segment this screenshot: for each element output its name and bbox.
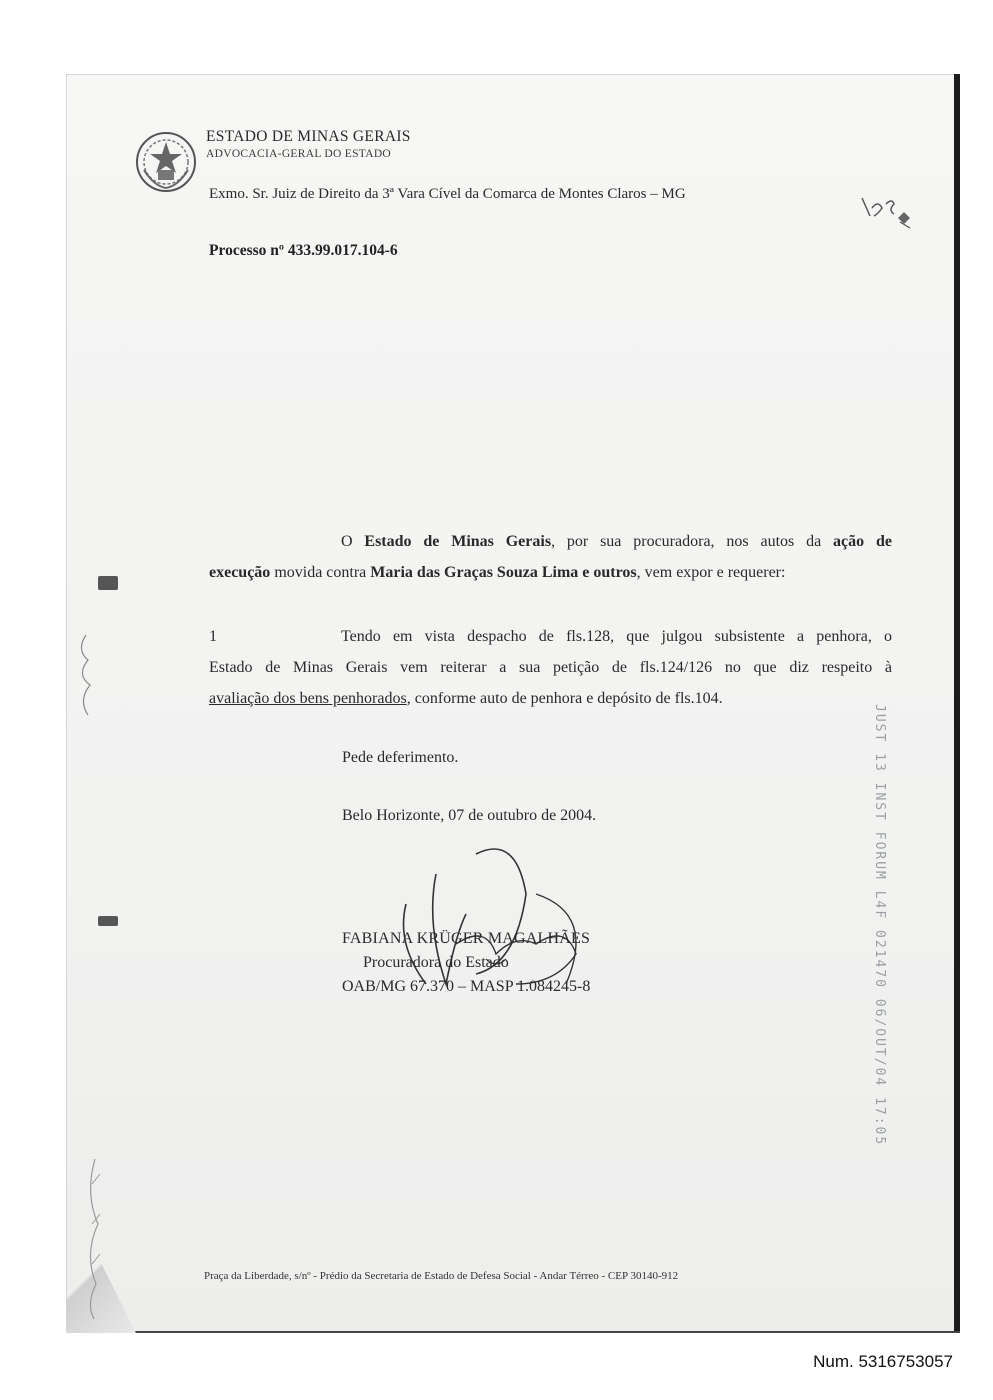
paragraph-item-line1 bbox=[209, 621, 892, 652]
footer-address: Praça da Liberdade, s/nº - Prédio da Secretaria de Estado de Defesa Social - Andar Térreo - CEP 30140-912 bbox=[204, 1270, 679, 1282]
text-fragment: , conforme auto de penhora e depósito de fls.104. bbox=[406, 690, 723, 707]
text-fragment: , por sua procuradora, nos autos da bbox=[551, 533, 834, 550]
party-name: Estado de Minas Gerais bbox=[364, 533, 552, 550]
protocol-stamp: JUST 13 INST FORUM L4F 021470 06/OUT/04 17:05 bbox=[872, 704, 887, 1147]
paragraph-intro-line2 bbox=[209, 564, 785, 581]
text-fragment: movida contra bbox=[270, 564, 371, 581]
signatory-role: Procuradora do Estado bbox=[363, 954, 509, 971]
date-line: Belo Horizonte, 07 de outubro de 2004. bbox=[342, 807, 597, 824]
org-name: ESTADO DE MINAS GERAIS bbox=[206, 128, 411, 145]
margin-handwriting-icon bbox=[66, 630, 106, 720]
signatory-name: FABIANA KRÜGER MAGALHÃES bbox=[342, 930, 591, 947]
underlined-phrase: avaliação dos bens penhorados bbox=[209, 690, 407, 707]
signatory-registration: OAB/MG 67.370 – MASP 1.084245-8 bbox=[342, 978, 591, 995]
page-bottom-edge bbox=[66, 1331, 960, 1333]
text-fragment: , vem expor e requerer: bbox=[636, 564, 786, 581]
punch-hole-mark bbox=[98, 576, 118, 590]
page-number: Num. 5316753057 bbox=[813, 1352, 953, 1371]
punch-hole-mark bbox=[98, 916, 118, 926]
paragraph-item-1 bbox=[209, 621, 892, 714]
paragraph-item-line2: Estado de Minas Gerais vem reiterar a sua petição de fls.124/126 no que diz respeito à bbox=[209, 659, 892, 676]
process-number: Processo nº 433.99.017.104-6 bbox=[209, 242, 398, 259]
document-page bbox=[66, 74, 960, 1333]
org-subtitle: ADVOCACIA-GERAL DO ESTADO bbox=[206, 148, 392, 160]
margin-handwriting-icon bbox=[70, 1154, 120, 1324]
paragraph-item-line3 bbox=[209, 690, 723, 707]
addressee-line: Exmo. Sr. Juiz de Direito da 3ª Vara Cível da Comarca de Montes Claros – MG bbox=[209, 186, 686, 202]
item-number: 1 bbox=[209, 628, 217, 645]
paragraph-intro bbox=[209, 526, 892, 588]
item-text: Tendo em vista despacho de fls.128, que julgou subsistente a penhora, o bbox=[341, 628, 892, 645]
defendant-name: Maria das Graças Souza Lima e outros bbox=[370, 564, 637, 581]
action-type: ação de bbox=[833, 533, 892, 550]
page-edge-shadow bbox=[954, 74, 960, 1333]
coat-of-arms-seal-icon bbox=[134, 130, 198, 194]
paragraph-intro-line1 bbox=[209, 526, 892, 557]
action-type-cont: execução bbox=[209, 564, 271, 581]
text-fragment: O bbox=[341, 533, 365, 550]
closing-request: Pede deferimento. bbox=[342, 749, 459, 766]
handwritten-folio-mark-icon bbox=[856, 192, 926, 240]
